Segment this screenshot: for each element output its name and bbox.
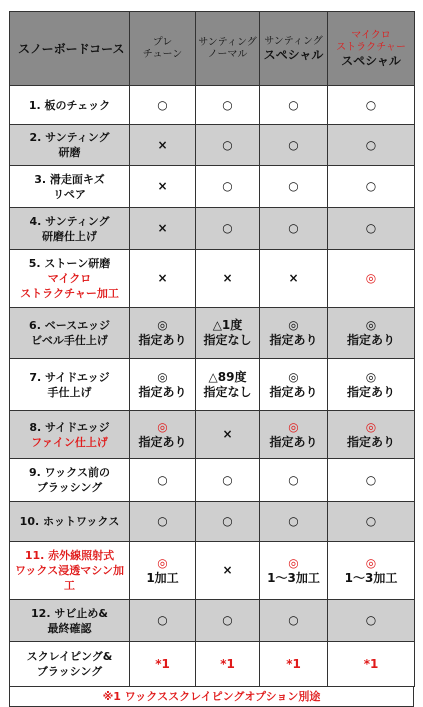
row-label [10,642,130,687]
cell: ○ [260,125,328,166]
cell: ○ [328,86,415,125]
cell: × [130,166,196,208]
cell-mark: ◎ [365,369,377,384]
row-label [10,125,130,166]
row-label [10,250,130,308]
row-label [10,600,130,642]
cell: × [196,542,260,600]
cell: ○ [196,166,260,208]
cell [130,308,196,359]
row-label-line2: ビベル手仕上げ [31,334,108,347]
row-label [10,166,130,208]
cell [130,542,196,600]
row-label-line1: 12. サビ止め& [31,606,108,620]
row-label-line2: 手仕上げ [47,385,92,399]
cell-mark: ◎ [157,555,168,570]
cell-note: 指定あり [346,434,395,449]
cell-note: 1～3加工 [267,570,320,585]
table-row [10,308,415,359]
col-pretune-header [130,12,196,86]
cell: ○ [260,459,328,502]
cell: ◎ [328,250,415,308]
cell: ○ [328,125,415,166]
cell: ○ [196,459,260,502]
cell: × [130,125,196,166]
cell: ○ [196,208,260,250]
row-label-line2: マイクロ [47,272,92,285]
cell-mark: ◎ [365,318,377,332]
row-label-line1: スクレイピング& [26,650,113,663]
cell: ○ [130,86,196,125]
row-label [10,86,130,125]
table-row [10,166,415,208]
cell-note: 指定あり [138,384,187,399]
corner-header: スノーボードコース [10,12,130,86]
row-label-line1: 2. サンティング [29,131,110,144]
cell-note: 指定あり [346,333,395,347]
cell: ○ [260,208,328,250]
table-row [10,208,415,250]
cell: × [130,208,196,250]
col-micro-line2: ストラクチャー [336,41,406,53]
row-label-line1: 1. 板のチェック [28,98,111,112]
cell-mark: ◎ [288,419,299,434]
cell [260,359,328,411]
cell [196,308,260,359]
cell-note: 指定あり [269,384,318,399]
col-pretune-line2: チューン [142,48,183,60]
row-label-line1: 11. 赤外線照射式 [24,549,115,562]
col-normal-line1: サンティング [198,36,257,48]
cell [328,359,415,411]
row-label [10,359,130,411]
course-table [9,11,415,687]
cell-note: 指定あり [269,434,318,449]
row-label-line1: 6. ベースエッジ [29,319,110,332]
cell [130,359,196,411]
table-row [10,642,415,687]
table-row [10,459,415,502]
row-label-line3: ストラクチャー加工 [20,287,119,300]
cell: × [260,250,328,308]
table-row [10,542,415,600]
row-label-line3: 工 [64,579,75,592]
row-label [10,308,130,359]
col-normal-line2: ノーマル [207,48,248,60]
row-label-line2: 研磨 [58,146,81,159]
row-label-line1: 8. サイドエッジ [29,420,110,434]
row-label-line1: 9. ワックス前の [28,466,110,479]
cell [328,542,415,600]
cell-note: 指定なし [203,333,252,347]
cell: ○ [328,459,415,502]
cell [196,359,260,411]
cell: ○ [328,208,415,250]
footnote: ※1 ワックススクレイピングオプション別途 [9,687,414,707]
cell: ○ [260,86,328,125]
table-row [10,411,415,459]
row-label [10,459,130,502]
cell-note: 指定なし [203,384,252,399]
cell-mark: ◎ [157,318,168,332]
row-label-line2: ワックス浸透マシン加 [14,564,125,577]
table-row [10,359,415,411]
cell-note: 指定あり [269,333,318,347]
row-label-line1: 5. ストーン研磨 [28,257,111,270]
cell: ○ [196,125,260,166]
cell: × [196,250,260,308]
cell: ○ [260,166,328,208]
col-pretune-line1: プレ [152,36,173,48]
table-row [10,250,415,308]
row-label [10,542,130,600]
row-label-line2: ブラッシング [36,481,103,494]
cell: ○ [130,459,196,502]
col-special-line2: スペシャル [263,47,324,62]
cell: ○ [196,600,260,642]
cell: ○ [328,502,415,542]
row-label-line2: リペア [53,187,86,201]
col-micro-header [328,12,415,86]
header-row [10,12,415,86]
cell-mark: ◎ [157,419,168,434]
cell-note: 1～3加工 [344,570,398,585]
cell-note: 指定あり [346,384,395,399]
cell-mark: △1度 [212,318,243,332]
row-label-line2: ブラッシング [36,665,103,678]
cell: ○ [328,600,415,642]
col-special-header [260,12,328,86]
row-label [10,502,130,542]
row-label-line2: 研磨仕上げ [42,229,97,243]
cell-note: 1加工 [146,570,179,585]
course-table-wrapper [9,11,414,707]
table-row [10,600,415,642]
cell [328,308,415,359]
cell: ○ [196,86,260,125]
cell-mark: ◎ [365,419,377,434]
cell [260,308,328,359]
row-label [10,208,130,250]
cell: ○ [130,600,196,642]
cell: ○ [260,600,328,642]
cell [130,411,196,459]
row-label [10,411,130,459]
col-special-line1: サンティング [264,35,323,47]
cell: ○ [130,502,196,542]
row-label-line1: 10. ホットワックス [19,515,120,528]
cell-note: 指定あり [138,333,187,347]
row-label-line1: 7. サイドエッジ [29,370,110,384]
col-micro-line1: マイクロ [351,29,391,41]
cell: ○ [260,502,328,542]
table-row [10,502,415,542]
table-row [10,86,415,125]
cell: *1 [260,642,328,687]
cell: ○ [196,502,260,542]
row-label-line2: 最終確認 [47,621,92,635]
cell [328,411,415,459]
col-normal-header [196,12,260,86]
cell-mark: ◎ [288,555,299,570]
cell-mark: ◎ [157,369,168,384]
cell: *1 [130,642,196,687]
cell: ○ [328,166,415,208]
cell: × [130,250,196,308]
col-micro-line3: スペシャル [341,53,401,68]
cell: × [196,411,260,459]
cell-note: 指定あり [138,434,187,449]
cell-mark: △89度 [208,369,247,384]
cell-mark: ◎ [288,369,299,384]
row-label-line2: ファイン仕上げ [31,435,108,449]
cell [260,542,328,600]
cell-mark: ◎ [288,318,299,332]
cell [260,411,328,459]
cell: *1 [196,642,260,687]
row-label-line1: 3. 滑走面キズ [34,172,105,186]
cell: *1 [328,642,415,687]
row-label-line1: 4. サンティング [29,214,110,228]
cell-mark: ◎ [365,555,377,570]
table-row [10,125,415,166]
